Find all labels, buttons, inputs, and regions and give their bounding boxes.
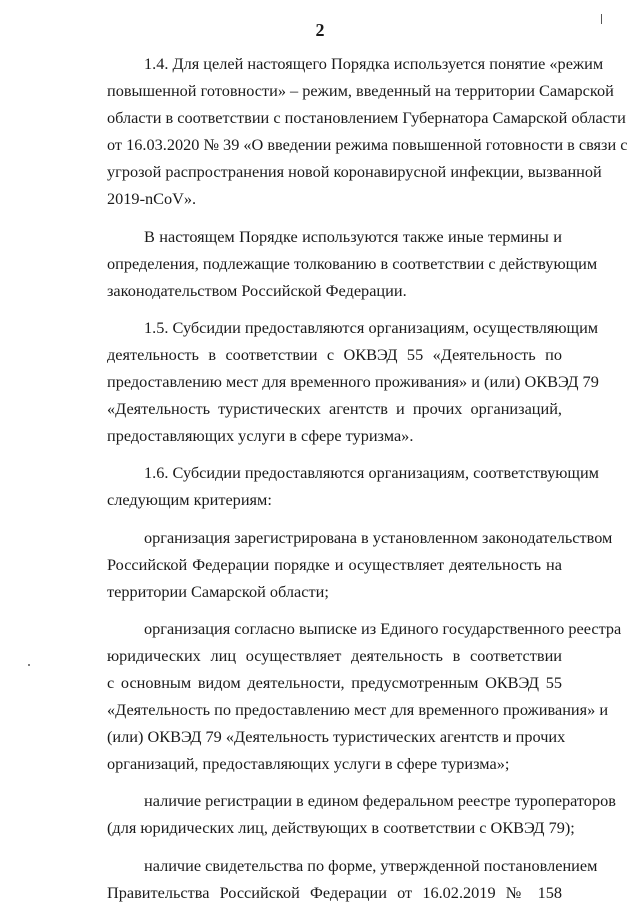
text-line: юридических лиц осуществляет деятельность в соответствии xyxy=(107,645,562,665)
paragraph-1-6 xyxy=(70,459,599,513)
text-line: 1.5. Субсидии предоставляются организациям, осуществляющим xyxy=(144,317,599,337)
text-line: наличие регистрации в едином федеральном реестре туроператоров xyxy=(144,791,616,811)
text-line: территории Самарской области; xyxy=(107,581,329,601)
text-line: определения, подлежащие толкованию в соответствии с действующим xyxy=(107,253,598,273)
criterion-registry xyxy=(70,787,616,841)
text-line: предоставлению мест для временного проживания» и (или) ОКВЭД 79 xyxy=(107,372,599,392)
scan-mark xyxy=(601,14,602,24)
text-line: Российской Федерации порядке и осуществляет деятельность на xyxy=(107,554,562,574)
text-line: организация зарегистрирована в установленном законодательством xyxy=(144,527,613,547)
text-line: предоставляющих услуги в сфере туризма». xyxy=(107,426,414,446)
text-line: следующим критериям: xyxy=(107,490,272,510)
criterion-egrul xyxy=(70,615,622,778)
criterion-certificate xyxy=(70,852,598,906)
paragraph-terms xyxy=(70,223,598,304)
text-line: угрозой распространения новой коронавирусной инфекции, вызванной xyxy=(107,162,602,182)
text-line: области в соответствии с постановлением Губернатора Самарской области xyxy=(107,108,626,128)
text-line: наличие свидетельства по форме, утвержденной постановлением xyxy=(144,855,598,875)
document-body xyxy=(70,50,628,906)
text-line: деятельность в соответствии с ОКВЭД 55 «Деятельность по xyxy=(107,344,562,364)
text-line: 2019-nCoV». xyxy=(107,189,197,209)
page-number: 2 xyxy=(315,20,325,40)
text-line: В настоящем Порядке используются также иные термины и xyxy=(144,226,562,246)
text-line: организация согласно выписке из Единого государственного реестра xyxy=(144,618,622,638)
text-line: с основным видом деятельности, предусмотренным ОКВЭД 55 xyxy=(107,672,562,692)
text-line: «Деятельность туристических агентств и прочих организаций, xyxy=(107,399,562,419)
text-line: (для юридических лиц, действующих в соответствии с ОКВЭД 79); xyxy=(107,818,575,838)
paragraph-1-5 xyxy=(70,314,599,449)
scan-mark xyxy=(28,664,30,666)
text-line: (или) ОКВЭД 79 «Деятельность туристических агентств и прочих xyxy=(107,727,566,747)
text-line: Правительства Российской Федерации от 16.02.2019 № 158 xyxy=(107,882,562,902)
text-line: повышенной готовности» – режим, введенный на территории Самарской xyxy=(107,81,614,101)
text-line: организаций, предоставляющих услуги в сфере туризма»; xyxy=(107,754,510,774)
text-line: от 16.03.2020 № 39 «О введении режима повышенной готовности в связи с xyxy=(107,135,628,155)
text-line: «Деятельность по предоставлению мест для временного проживания» и xyxy=(107,700,609,720)
text-line: законодательством Российской Федерации. xyxy=(107,280,407,300)
text-line: 1.6. Субсидии предоставляются организациям, соответствующим xyxy=(144,463,599,483)
text-line: 1.4. Для целей настоящего Порядка используется понятие «режим xyxy=(144,54,604,73)
paragraph-1-4 xyxy=(70,50,628,213)
criterion-registered xyxy=(70,524,613,605)
